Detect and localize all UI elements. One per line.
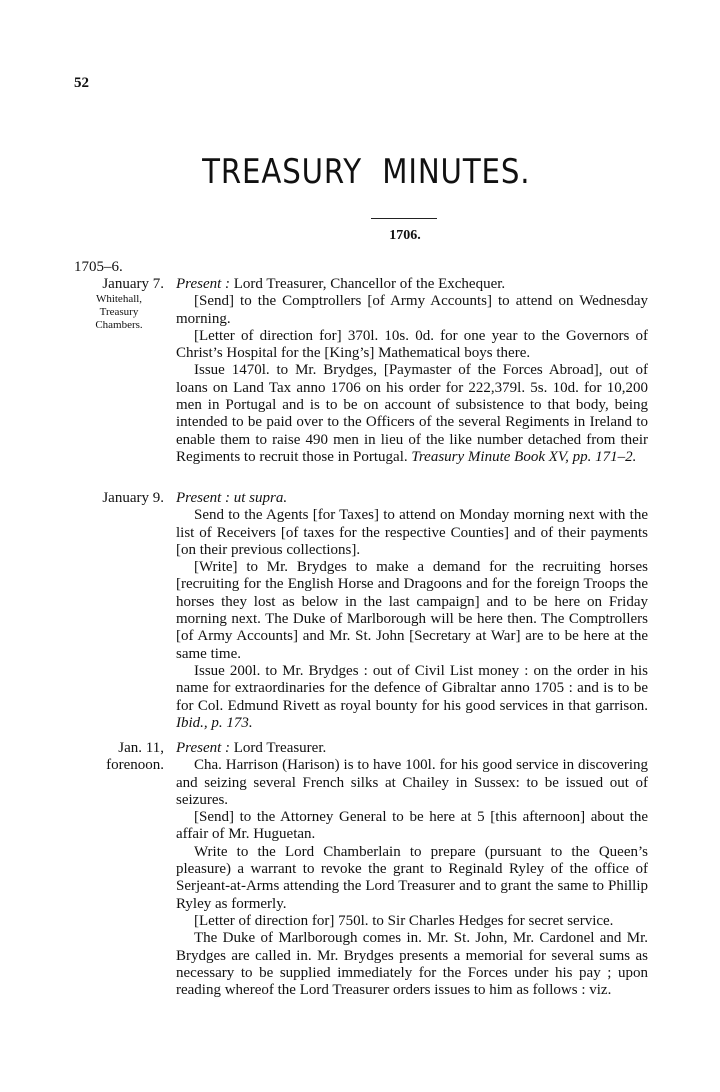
entry-date (74, 490, 164, 507)
paragraph: Write to the Lord Chamberlain to prepare (pursuant to the Queen’s pleasure) a warrant to revoke the grant to Reginald Ryley of the office of Serjeant-at-Arms attending the Lord Treasurer and to grant the same to Phillip Ryley as formerly. (176, 843, 648, 912)
entry-date (74, 276, 164, 332)
paragraph: [Letter of direction for] 750l. to Sir Charles Hedges for secret service. (194, 912, 614, 929)
entry-body (176, 276, 648, 466)
place-line: Whitehall, (95, 293, 143, 305)
year-prefix: 1705–6. (74, 259, 123, 275)
entry-body (176, 490, 648, 732)
paragraph: Cha. Harrison (Harison) is to have 100l. for his good service in discovering and seizing several French silks at Chailey in Sussex: to be issued out of seizures. (176, 757, 648, 808)
paragraph: The Duke of Marlborough comes in. Mr. St. John, Mr. Cardonel and Mr. Brydges are called in. Mr. Brydges presents a memorial for several sums as necessary to be supplied immediately for the Forces under his pay ; upon reading whereof the Lord Treasurer orders issues to him as follows : viz. (176, 930, 648, 999)
entry-date (74, 740, 164, 774)
year-heading: 1706. (389, 228, 421, 243)
entry-body (176, 740, 648, 999)
source-reference: Ibid., p. 173. (176, 714, 253, 731)
paragraph: [Letter of direction for] 370l. 10s. 0d. for one year to the Governors of Christ’s Hospital for the [King’s] Mathematical boys there. (176, 327, 648, 362)
paragraph-text: Issue 200l. to Mr. Brydges : out of Civil List money : on the order in his name for extraordinaries for the defence of Gibraltar anno 1705 : and is to be for Col. Edmund Rivett as royal bounty for his good services in that garrison. (176, 662, 648, 714)
page-title: TREASURY MINUTES. (202, 152, 531, 192)
paragraph-text: Lord Treasurer, Chancellor of the Exchequer. (230, 276, 506, 292)
paragraph (176, 362, 648, 466)
present-label: Present : ut supra. (176, 490, 288, 506)
date-label: Jan. 11, (118, 740, 164, 756)
place-line: Treasury (99, 306, 139, 318)
date-label: January 7. (102, 276, 164, 292)
paragraph: Send to the Agents [for Taxes] to attend on Monday morning next with the list of Receivers [of taxes for the respective Counties] and of their payments [on their previous collections]. (176, 507, 648, 558)
paragraph: [Write] to Mr. Brydges to make a demand for the recruiting horses [recruiting for the English Horse and Dragoons and for the foreign Troops the horses they lost as below in the last campaign] and to be here on Friday morning next. The Duke of Marlborough will be here then. The Comptrollers [of Army Accounts] and Mr. St. John [Secretary at War] are to be here at the same time. (176, 559, 648, 662)
place-line: Chambers. (95, 319, 143, 331)
paragraph (176, 663, 648, 732)
paragraph: [Send] to the Attorney General to be here at 5 [this afternoon] about the affair of Mr. Huguetan. (176, 809, 648, 843)
place-line: forenoon. (106, 757, 164, 773)
date-label: January 9. (102, 490, 164, 506)
paragraph-text: Issue 1470l. to Mr. Brydges, [Paymaster of the Forces Abroad], out of loans on Land Tax anno 1706 on his order for 222,379l. 5s. 10d. for 10,200 men in Portugal and is to be on account of subsistence to that body, being intended to be paid over to the Officers of the several Regiments in Ireland to enable them to raise 490 men in lieu of the like number detached from their Regiments to recruit those in Portugal. (176, 362, 648, 465)
source-reference: Treasury Minute Book XV, pp. 171–2. (407, 448, 637, 465)
present-label: Present : (176, 276, 231, 292)
present-label: Present : (176, 740, 231, 756)
paragraph (176, 740, 648, 757)
paragraph: [Send] to the Comptrollers [of Army Accounts] to attend on Wednesday morning. (176, 293, 648, 327)
paragraph-text: Lord Treasurer. (230, 740, 327, 756)
page-number: 52 (74, 75, 89, 91)
paragraph (176, 276, 648, 293)
paragraph (176, 490, 648, 507)
title-rule (371, 218, 437, 219)
